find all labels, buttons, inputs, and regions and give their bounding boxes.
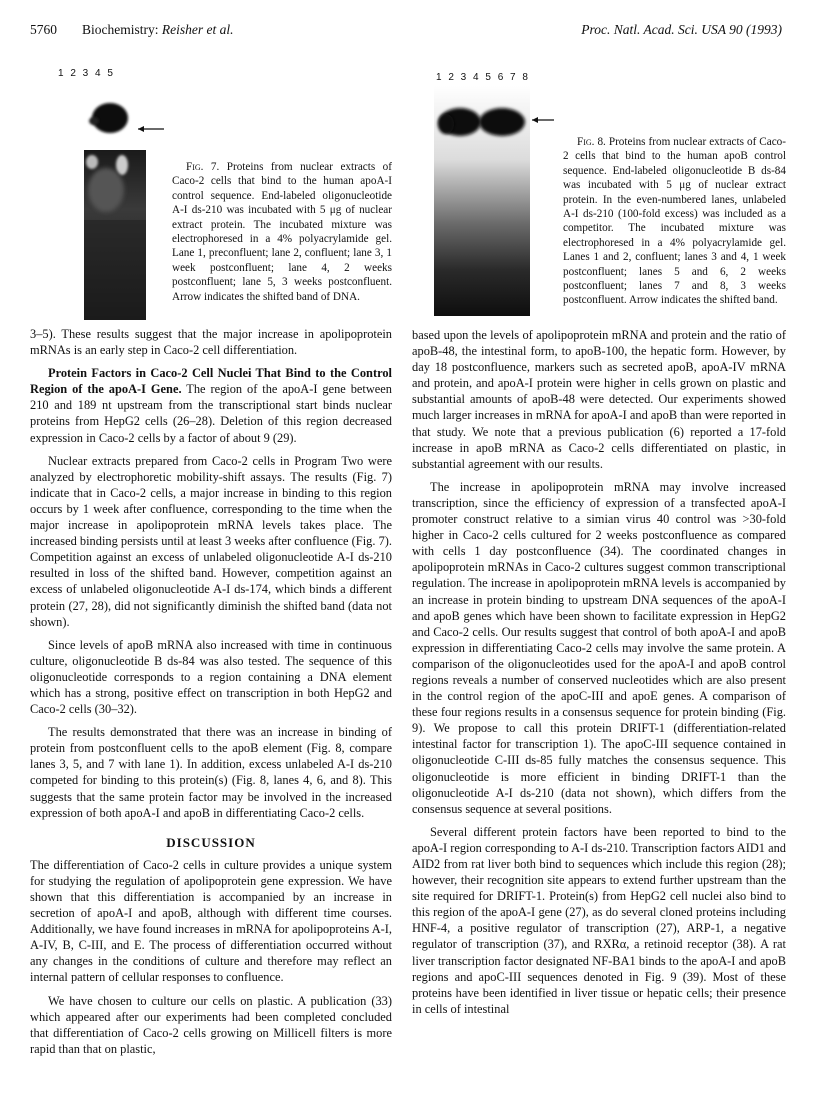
journal-section: Biochemistry: bbox=[82, 22, 162, 37]
journal-citation: Proc. Natl. Acad. Sci. USA 90 (1993) bbox=[581, 22, 782, 37]
fig8-caption-label: Fig. 8. bbox=[577, 136, 606, 148]
left-paragraph-6: The differentiation of Caco-2 cells in culture provides a unique system for studying the regulation of apolipoprotein gene expression. We have shown that this differentiation is accompanied by an increase in secretion of apoA-I and apoB, although with different time courses. Additionally, we have found increases in mRNA for apolipoproteins A-I, A-IV, B, C-III, and E. The process of differentiation occurred without any changes in the conditions of culture and therefore may reflect an internal pattern of cellular responses to confluence. bbox=[30, 857, 392, 985]
page-number: 5760 bbox=[30, 22, 57, 37]
left-paragraph-4: Since levels of apoB mRNA also increased with time in continuous culture, oligonucleotide B ds-84 was also tested. The sequence of this oligonucleotide corresponds to a region containing a DNA element which has a strong, positive effect on transcription in both HepG2 and Caco-2 cells (30–32). bbox=[30, 637, 392, 717]
running-header bbox=[30, 22, 782, 42]
left-paragraph-3: Nuclear extracts prepared from Caco-2 cells in Program Two were analyzed by electrophoretic mobility-shift assays. The results (Fig. 7) indicate that in Caco-2 cells, a major increase in binding to this region occurs by 1 week after confluence, corresponding to the time when the major increase in apolipoprotein mRNA levels takes place. The increased binding persists until at least 3 weeks after confluence (Fig. 7). Competition against an excess of unlabeled oligonucleotide A-I ds-210 resulted in loss of the shifted band. However, competition against an excess of unlabeled oligonucleotide A-I ds-174, which binds a different protein (27, 28), did not significantly diminish the shifted band (data not shown). bbox=[30, 453, 392, 629]
section-heading-protein-factors: Protein Factors in Caco-2 Cell Nuclei That Bind to the Control Region of the apoA-I Gene. bbox=[30, 366, 392, 397]
running-title bbox=[82, 22, 233, 38]
right-column bbox=[412, 327, 786, 1017]
authors: Reisher et al. bbox=[161, 22, 234, 37]
left-paragraph-2 bbox=[30, 365, 392, 445]
left-paragraph-1: 3–5). These results suggest that the major increase in apolipoprotein mRNAs is an early step in Caco-2 cell differentiation. bbox=[30, 327, 392, 358]
fig7-lane-labels: 1 2 3 4 5 bbox=[58, 68, 115, 79]
left-column bbox=[30, 326, 392, 1057]
left-paragraph-5: The results demonstrated that there was an increase in binding of protein from postconfluent cells to the apoB element (Fig. 8, compare lanes 3, 5, and 7 with lane 1). In addition, excess unlabeled A-I ds-210 competed for binding to this protein(s) (Fig. 8, lanes 4, 6, and 8). This suggests that the same protein factor may be involved in the increased expression of both apoA-I and apoB in differentiating Caco-2 cells. bbox=[30, 725, 392, 820]
right-paragraph-1: based upon the levels of apolipoprotein mRNA and protein and the ratio of apoB-48, the intestinal form, to apoB-100, the hepatic form. However, by day 18 postconfluence, markers such as secreted apoB, apoA-IV mRNA and protein, and apoA-I protein were higher in cells grown on plastic and substantial amounts of apoB-48 were detected. Our experiments showed much larger increases in mRNA for apoA-I and apoB than were reported in that study. We note that a previous publication (6) reported a 17-fold increase in apoB mRNA as Caco-2 cells differentiated on plastic, in substantial agreement with our results. bbox=[412, 328, 786, 471]
fig7-caption-text: Proteins from nuclear extracts of Caco-2 cells that bind to the human apoA-I control sequence. End-labeled oligonucleotide A-I ds-210 was incubated with 5 μg of nuclear extract protein. The incubated mixture was electrophoresed in a 4% polyacrylamide gel. Lane 1, preconfluent; lane 2, confluent; lane 3, 1 week postconfluent; lane 4, 2 weeks postconfluent; lane 5, 3 weeks postconfluent. Arrow indicates the shifted band of DNA. bbox=[172, 161, 392, 303]
fig7-caption-label: Fig. 7. bbox=[186, 161, 220, 173]
fig8-caption-text: Proteins from nuclear extracts of Caco-2 cells that bind to the human apoB control sequence. End-labeled oligonucleotide B ds-84 was incubated with 5 μg of nuclear extract protein. In the even-numbered lanes, unlabeled A-I ds-210 (100-fold excess) was included as a competitor. The incubated mixture was electrophoresed in a 4% polyacrylamide gel. Lanes 1 and 2, confluent; lanes 3 and 4, 1 week postconfluent; lanes 5 and 6, 2 weeks postconfluent; lanes 7 and 8, 3 weeks postconfluent. Arrow indicates the shifted band. bbox=[563, 136, 787, 307]
left-paragraph-7: We have chosen to culture our cells on plastic. A publication (33) which appeared after our experiments had been completed concluded that differentiation of Caco-2 cells growing on Millicell filters is more rapid than that on plastic, bbox=[30, 993, 392, 1056]
fig7-gel-image bbox=[76, 80, 166, 320]
right-paragraph-2: The increase in apolipoprotein mRNA may involve increased transcription, since the efficiency of expression of a transfected apoA-I promoter construct relative to a simian virus 40 control was >30-fold higher in Caco-2 cells cultured for 2 weeks postconfluence as compared with cells 1 day postconfluence (34). The coordinated changes in apolipoprotein mRNAs in Caco-2 cultures suggest common transcriptional regulation. The increase in apolipoprotein mRNA levels is accompanied by an increase in protein binding to upstream DNA sequences of the apoA-I and apoB genes which have been shown to facilitate expression in HepG2 and Caco-2 cells. Our results suggest that control of both apoA-I and apoB expression in differentiating Caco-2 cells may involve the same protein. A comparison of the oligonucleotides used for the apoA-I and apoB control regions reveals a number of conserved nucleotides which are also present in the control region of the apoC-III and apoE genes. A comparison of these four regions results in a consensus sequence for protein binding (Fig. 9). We propose to call this protein DRIFT-1 (differentiation-related intestinal factor for transcription 1). The apoC-III sequence contained in oligonucleotide C-III ds-85 fully matches the consensus sequence. This oligonucleotide is more efficient in binding DRIFT-1 than the oligonucleotide A-I ds-210 (data not shown), which differs from the consensus sequence at several positions. bbox=[412, 479, 786, 816]
fig7-caption bbox=[172, 160, 392, 304]
right-paragraph-3: Several different protein factors have been reported to bind to the apoA-I region corresponding to A-I ds-210. Transcription factors AID1 and AID2 from rat liver both bind to sequences which include this region (28); however, their recognition site appears to extend further upstream than the site required for DRIFT-1. Protein(s) from HepG2 cell nuclei also bind to this region of the apoA-I gene (27), as do several cloned proteins including HNF-4, a positive regulator of transcription (27), ARP-1, a negative regulator of transcription (37), and RXRα, a retinoid receptor (38). A rat liver transcription factor designated NF-BA1 binds to the apoA-I and apoB regions and apoC-III sequences denoted in Fig. 9 (39). Most of these proteins have been identified in liver tissue or hepatic cells; their presence in cells of intestinal bbox=[412, 824, 786, 1016]
discussion-heading: DISCUSSION bbox=[166, 834, 256, 850]
left-paragraph-2-text: The region of the apoA-I gene between 210 and 189 nt upstream from the transcriptional start binds nuclear proteins from HepG2 cells (26–28). Deletion of this region decreased expression in Caco-2 cells by a factor of about 9 (29). bbox=[30, 382, 392, 445]
fig8-lane-labels: 1 2 3 4 5 6 7 8 bbox=[436, 72, 530, 83]
fig8-caption bbox=[563, 135, 786, 308]
fig8-gel-image bbox=[434, 86, 554, 316]
